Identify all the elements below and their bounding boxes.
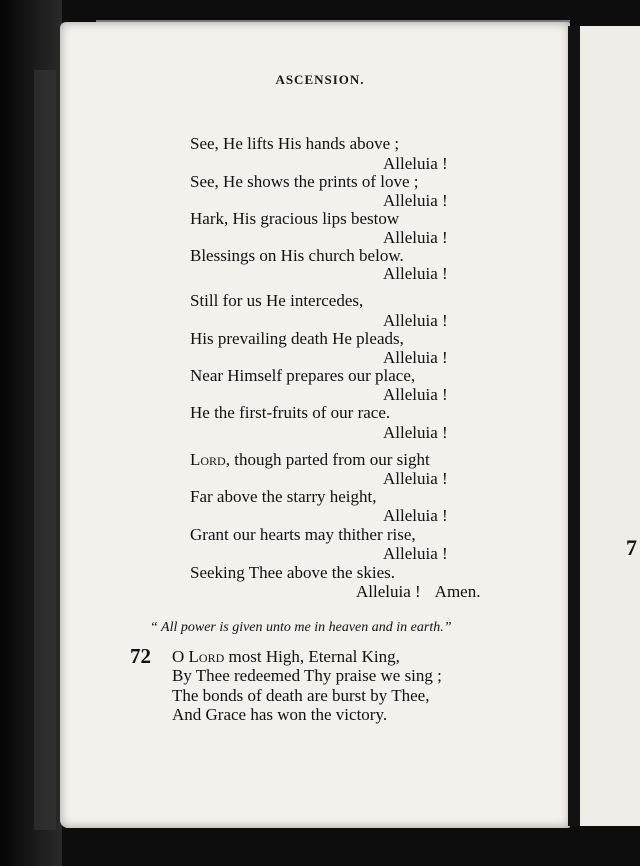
refrain-amen-line: [356, 582, 480, 602]
refrain-line: Alleluia !: [383, 154, 448, 173]
refrain-line: Alleluia !: [383, 311, 448, 330]
small-caps-word: Lord: [190, 450, 226, 469]
verse-line: See, He shows the prints of love ;: [190, 172, 419, 191]
verse-line: Seeking Thee above the skies.: [190, 563, 396, 582]
verse-line: Near Himself prepares our place,: [190, 366, 416, 385]
verse-line: Still for us He intercedes,: [190, 291, 364, 310]
refrain-line: Alleluia !: [383, 469, 448, 488]
verse-line: Far above the starry height,: [190, 487, 377, 506]
refrain-line: Alleluia !: [383, 191, 448, 210]
refrain-line: Alleluia !: [383, 264, 448, 283]
hymn-line: And Grace has won the victory.: [172, 705, 388, 724]
verse-line: He the first-fruits of our race.: [190, 403, 391, 422]
next-page-number-fragment: 7: [626, 535, 637, 560]
hymn-number: 72: [130, 644, 151, 668]
refrain-text: Alleluia !: [356, 582, 421, 601]
hymn-line-text: most High, Eternal King,: [224, 647, 400, 666]
top-rule: [96, 20, 570, 22]
refrain-line: Alleluia !: [383, 506, 448, 525]
verse-text: , though parted from our sight: [225, 450, 430, 469]
hymn-line: The bonds of death are burst by Thee,: [172, 686, 430, 705]
verse-line: Grant our hearts may thither rise,: [190, 525, 416, 544]
refrain-line: Alleluia !: [383, 228, 448, 247]
refrain-line: Alleluia !: [383, 385, 448, 404]
page-stack-edge: [34, 70, 56, 830]
verse-line: His prevailing death He pleads,: [190, 329, 404, 348]
running-head: ASCENSION.: [275, 72, 365, 87]
verse-line: [190, 450, 430, 470]
small-caps-word: Lord: [188, 647, 225, 666]
next-page-edge: [580, 26, 640, 826]
verse-line: Blessings on His church below.: [190, 246, 404, 265]
verse-line: Hark, His gracious lips bestow: [190, 209, 400, 228]
verse-line: See, He lifts His hands above ;: [190, 134, 400, 153]
hymn-line: [172, 647, 400, 667]
refrain-line: Alleluia !: [383, 544, 448, 563]
book-gutter: [568, 26, 580, 826]
amen-text: Amen.: [434, 582, 481, 601]
refrain-line: Alleluia !: [383, 348, 448, 367]
hymn-line-prefix: O: [172, 647, 189, 666]
hymn-line: By Thee redeemed Thy praise we sing ;: [172, 666, 442, 685]
refrain-line: Alleluia !: [383, 423, 448, 442]
scripture-attribution: “ All power is given unto me in heaven and in earth.”: [150, 620, 452, 635]
